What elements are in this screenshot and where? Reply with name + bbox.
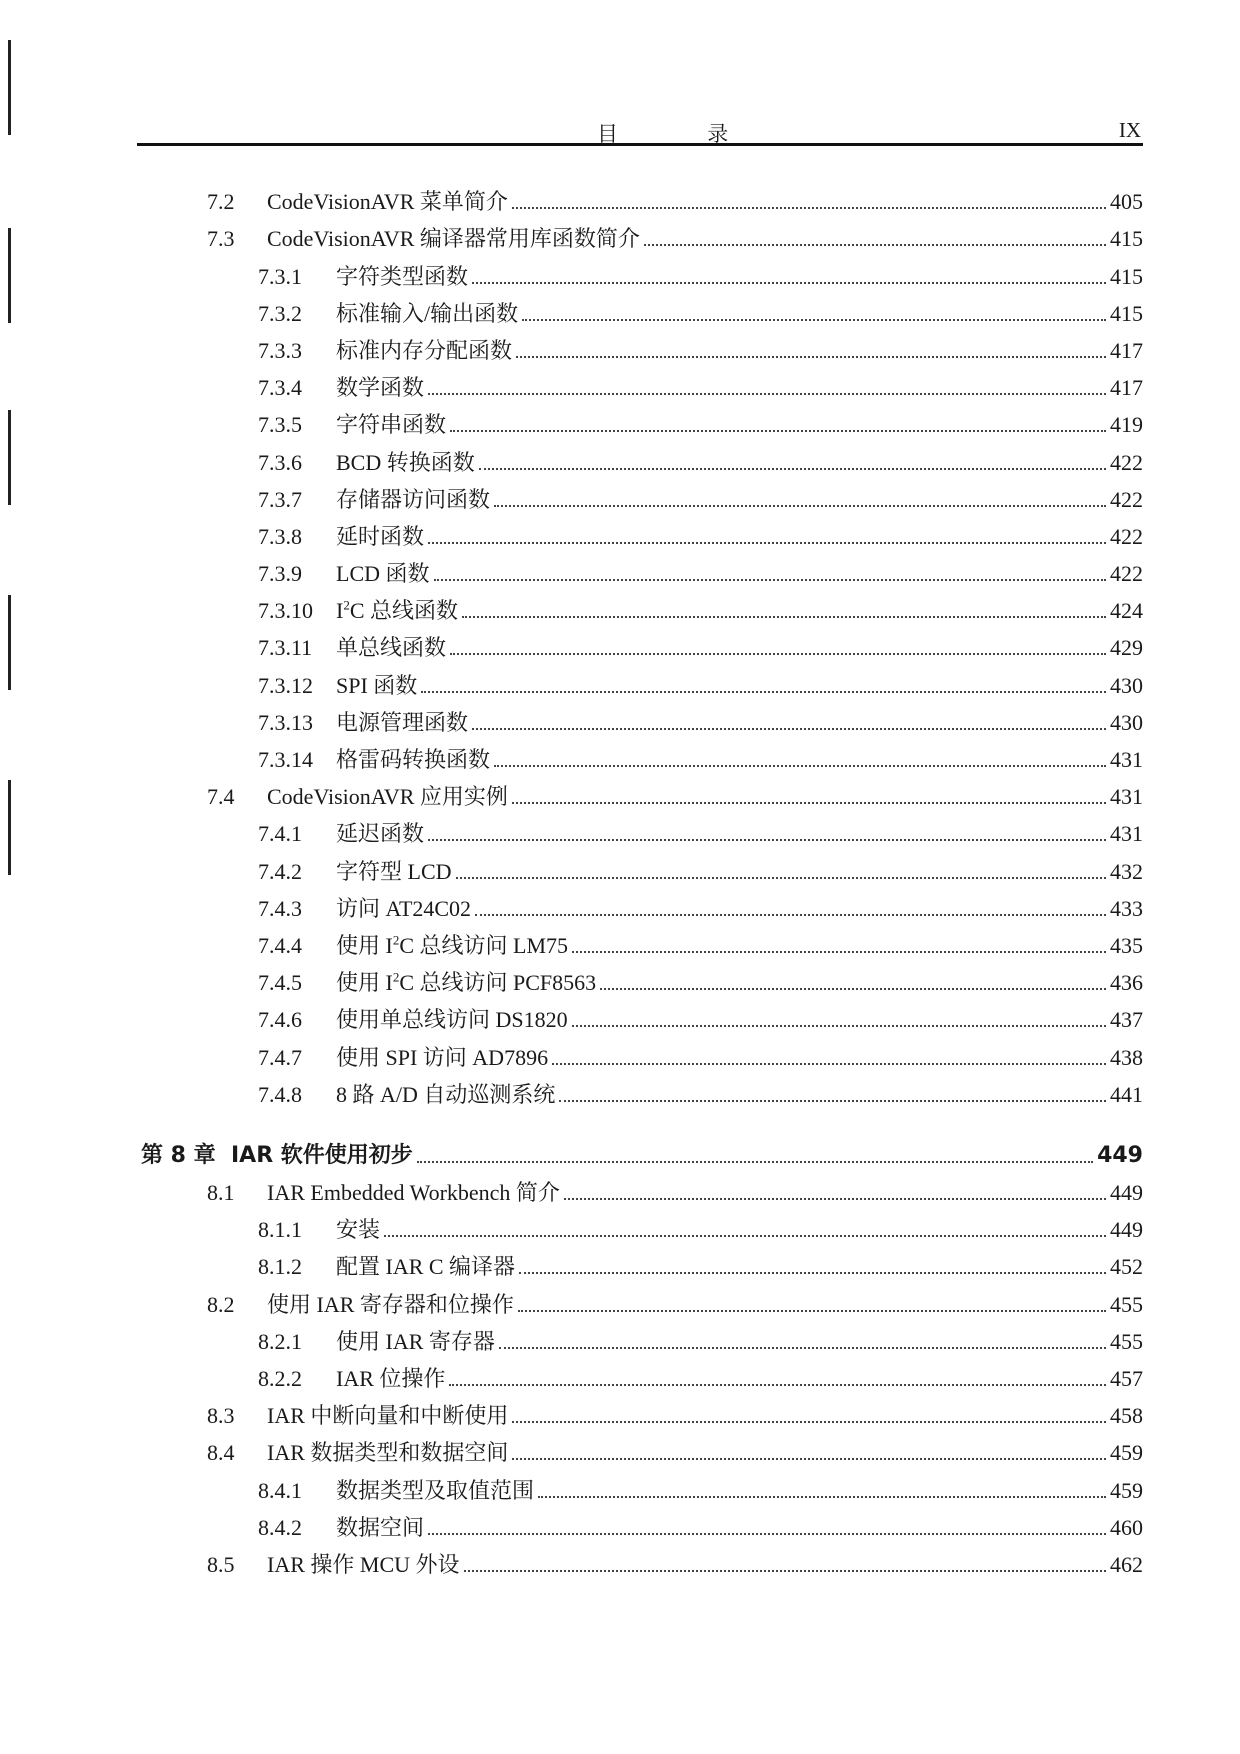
toc-entry-number: 8.5 [207, 1551, 235, 1577]
toc-entry-page: 417 [1110, 375, 1143, 401]
toc-entry-number: 7.3.6 [258, 449, 302, 475]
toc-entry[interactable] [0, 736, 1240, 773]
dot-leader [417, 1161, 1093, 1163]
toc-entry-page: 422 [1110, 449, 1143, 475]
dot-leader [499, 1347, 1106, 1349]
toc-entry[interactable] [0, 1243, 1240, 1280]
toc-entry-page: 415 [1110, 300, 1143, 326]
toc-entry-page: 437 [1110, 1007, 1143, 1033]
toc-entry-title: 格雷码转换函数 [336, 747, 491, 772]
toc-entry-number: 7.3 [207, 226, 235, 252]
toc-entry-page: 405 [1110, 189, 1143, 215]
toc-entry-number: 7.3.14 [258, 747, 313, 772]
toc-entry-page: 431 [1110, 784, 1143, 810]
toc-entry-number: 7.3.4 [258, 375, 302, 401]
toc-entry-title: 使用 IAR 寄存器和位操作 [267, 1291, 514, 1317]
toc-entry[interactable] [0, 587, 1240, 624]
dot-leader [518, 1310, 1106, 1312]
toc-entry[interactable] [0, 1504, 1240, 1541]
toc-entry[interactable] [0, 1466, 1240, 1503]
toc-entry-page: 430 [1110, 709, 1143, 735]
toc-entry-number: 7.3.10 [258, 598, 313, 624]
toc-entry[interactable] [0, 1206, 1240, 1243]
dot-leader [572, 951, 1106, 953]
table-of-contents [0, 178, 1240, 1578]
toc-entry-page: 430 [1110, 672, 1143, 698]
toc-entry-number: 第 8 章 [141, 1142, 216, 1168]
toc-entry-page: 429 [1110, 635, 1143, 661]
toc-entry-title: 安装 [336, 1217, 381, 1243]
toc-entry-page: 457 [1110, 1366, 1143, 1391]
toc-entry-title: 使用 SPI 访问 AD7896 [336, 1044, 549, 1070]
toc-entry[interactable] [0, 1318, 1240, 1355]
toc-entry-title [336, 970, 596, 996]
dot-leader [512, 1458, 1106, 1460]
toc-entry-number: 7.2 [207, 189, 235, 215]
dot-leader [519, 1272, 1106, 1274]
toc-entry-title-part: I [336, 598, 344, 624]
toc-entry[interactable] [0, 550, 1240, 587]
toc-entry[interactable] [0, 252, 1240, 289]
dot-leader [428, 393, 1106, 395]
toc-entry-title: IAR 软件使用初步 [231, 1142, 413, 1168]
toc-entry-page: 449 [1097, 1142, 1143, 1168]
dot-leader [434, 579, 1106, 581]
toc-entry-title: 字符型 LCD [336, 858, 452, 884]
toc-entry-number: 7.4.6 [258, 1007, 302, 1033]
header-rule [137, 143, 1143, 146]
toc-entry-page: 449 [1110, 1217, 1143, 1243]
toc-entry-number: 7.3.9 [258, 561, 302, 587]
toc-entry[interactable] [0, 401, 1240, 438]
toc-entry-number: 7.4.8 [258, 1081, 302, 1107]
toc-entry-title: 数学函数 [336, 375, 425, 401]
toc-entry-page: 455 [1110, 1291, 1143, 1317]
toc-entry[interactable] [0, 1132, 1240, 1169]
toc-entry-page: 459 [1110, 1477, 1143, 1503]
toc-entry-title: IAR 中断向量和中断使用 [267, 1403, 509, 1429]
toc-entry[interactable] [0, 1071, 1240, 1108]
toc-entry-page: 417 [1110, 337, 1143, 363]
toc-entry[interactable] [0, 773, 1240, 810]
toc-entry[interactable] [0, 1280, 1240, 1317]
scan-edge-mark [8, 40, 11, 135]
toc-entry-title: 单总线函数 [336, 635, 447, 661]
dot-leader [475, 914, 1106, 916]
toc-entry-page: 438 [1110, 1044, 1143, 1070]
toc-entry-number: 7.3.12 [258, 672, 313, 698]
dot-leader [462, 616, 1106, 618]
toc-entry[interactable] [0, 661, 1240, 698]
dot-leader [512, 207, 1106, 209]
toc-entry[interactable] [0, 290, 1240, 327]
toc-entry-number: 7.4 [207, 784, 235, 810]
toc-entry-number: 7.3.1 [258, 263, 302, 289]
toc-entry[interactable] [0, 959, 1240, 996]
toc-entry-page: 460 [1110, 1514, 1143, 1540]
toc-entry-number: 7.4.3 [258, 895, 302, 921]
toc-entry-number: 8.4.2 [258, 1514, 302, 1540]
toc-entry-number: 7.4.5 [258, 970, 302, 996]
toc-entry-page: 462 [1110, 1551, 1143, 1577]
toc-entry-title: IAR 数据类型和数据空间 [267, 1440, 509, 1466]
toc-entry-page: 422 [1110, 561, 1143, 587]
toc-entry-number: 7.3.13 [258, 709, 313, 735]
toc-entry-title-part: C 总线函数 [349, 598, 459, 624]
toc-entry-title: SPI 函数 [336, 672, 418, 698]
dot-leader [564, 1198, 1106, 1200]
toc-entry-page: 422 [1110, 523, 1143, 549]
header-page-number: IX [1118, 118, 1141, 142]
toc-entry-number: 8.3 [207, 1403, 235, 1429]
toc-entry-page: 435 [1110, 932, 1143, 958]
toc-entry-title: 使用 IAR 寄存器 [336, 1328, 495, 1354]
dot-leader [572, 1025, 1106, 1027]
toc-entry-number: 7.3.5 [258, 412, 302, 438]
toc-entry-title: 电源管理函数 [336, 709, 469, 735]
toc-entry-number: 8.2.1 [258, 1328, 302, 1354]
dot-leader [538, 1496, 1106, 1498]
dot-leader [512, 1421, 1106, 1423]
toc-entry-title: IAR Embedded Workbench 简介 [267, 1180, 560, 1206]
toc-entry[interactable] [0, 364, 1240, 401]
toc-entry-title-part: C 总线访问 LM75 [399, 932, 569, 958]
toc-entry-title: IAR 位操作 [336, 1366, 446, 1391]
toc-entry-title-part: C 总线访问 PCF8563 [399, 970, 597, 996]
toc-entry-page: 424 [1110, 598, 1143, 624]
toc-entry-number: 7.4.2 [258, 858, 302, 884]
toc-entry-title: 延迟函数 [336, 821, 425, 847]
toc-entry[interactable] [0, 1033, 1240, 1070]
toc-entry[interactable] [0, 178, 1240, 215]
toc-entry[interactable] [0, 215, 1240, 252]
toc-entry-page: 455 [1110, 1328, 1143, 1354]
toc-entry[interactable] [0, 810, 1240, 847]
toc-entry[interactable] [0, 327, 1240, 364]
dot-leader [428, 839, 1106, 841]
toc-entry-number: 7.4.7 [258, 1044, 302, 1070]
toc-entry-number: 8.4 [207, 1440, 235, 1466]
dot-leader [464, 1570, 1106, 1572]
toc-entry-title: CodeVisionAVR 应用实例 [267, 784, 508, 810]
dot-leader [456, 877, 1106, 879]
toc-entry-title-superscript: 2 [392, 969, 400, 985]
toc-entry-page: 441 [1110, 1081, 1143, 1107]
toc-entry-page: 415 [1110, 226, 1143, 252]
dot-leader [559, 1100, 1106, 1102]
toc-entry-title: 标准内存分配函数 [336, 337, 513, 363]
toc-entry[interactable] [0, 885, 1240, 922]
toc-entry-page: 422 [1110, 486, 1143, 512]
dot-leader [428, 1533, 1106, 1535]
dot-leader [552, 1063, 1106, 1065]
dot-leader [494, 765, 1106, 767]
toc-entry-number: 7.3.7 [258, 486, 302, 512]
toc-entry[interactable] [0, 1355, 1240, 1392]
toc-entry-page: 458 [1110, 1403, 1143, 1429]
dot-leader [450, 430, 1106, 432]
toc-entry-page: 419 [1110, 412, 1143, 438]
toc-entry-number: 8.4.1 [258, 1477, 302, 1503]
toc-entry[interactable] [0, 438, 1240, 475]
toc-entry-title: 存储器访问函数 [336, 486, 491, 512]
dot-leader [512, 802, 1106, 804]
toc-entry[interactable] [0, 922, 1240, 959]
toc-entry-number: 7.4.4 [258, 932, 302, 958]
toc-entry-number: 7.3.2 [258, 300, 302, 326]
toc-entry-number: 8.1.2 [258, 1254, 302, 1280]
dot-leader [450, 653, 1106, 655]
page-header [137, 110, 1143, 146]
toc-entry-page: 432 [1110, 858, 1143, 884]
toc-entry-title: CodeVisionAVR 编译器常用库函数简介 [267, 226, 640, 252]
toc-entry-title: 数据类型及取值范围 [336, 1477, 535, 1503]
toc-entry-title: 8 路 A/D 自动巡测系统 [336, 1081, 556, 1107]
toc-entry[interactable] [0, 1541, 1240, 1578]
dot-leader [644, 244, 1106, 246]
toc-entry-number: 7.3.11 [258, 635, 313, 661]
toc-entry-title: BCD 转换函数 [336, 449, 475, 475]
toc-entry-title-part: 使用 I [336, 970, 393, 996]
toc-entry-number: 7.4.1 [258, 821, 302, 847]
toc-entry-page: 431 [1110, 821, 1143, 847]
toc-entry-title: CodeVisionAVR 菜单简介 [267, 189, 508, 215]
dot-leader [384, 1235, 1106, 1237]
toc-entry-number: 8.2 [207, 1291, 235, 1317]
toc-entry[interactable] [0, 476, 1240, 513]
toc-entry-title [336, 598, 458, 624]
toc-entry[interactable] [0, 699, 1240, 736]
toc-entry-title: 字符类型函数 [336, 263, 469, 289]
toc-entry-title: LCD 函数 [336, 561, 430, 587]
toc-entry-page: 431 [1110, 747, 1143, 772]
toc-entry-page: 459 [1110, 1440, 1143, 1466]
toc-entry[interactable] [0, 513, 1240, 550]
dot-leader [472, 282, 1106, 284]
toc-entry[interactable] [0, 996, 1240, 1033]
dot-leader [472, 728, 1106, 730]
dot-leader [449, 1384, 1106, 1386]
toc-entry[interactable] [0, 624, 1240, 661]
toc-entry-title: 访问 AT24C02 [336, 895, 472, 921]
toc-entry-number: 8.1.1 [258, 1217, 302, 1243]
dot-leader [600, 988, 1106, 990]
toc-entry[interactable] [0, 1169, 1240, 1206]
toc-entry-title-part: 使用 I [336, 932, 393, 958]
toc-entry-title: 标准输入/输出函数 [336, 300, 519, 326]
toc-entry-page: 436 [1110, 970, 1143, 996]
toc-entry[interactable] [0, 1429, 1240, 1466]
toc-entry-title [336, 933, 568, 959]
toc-entry-page: 452 [1110, 1254, 1143, 1280]
toc-entry-title-superscript: 2 [343, 597, 350, 613]
toc-entry-number: 8.2.2 [258, 1366, 302, 1391]
toc-entry-title: 配置 IAR C 编译器 [336, 1254, 516, 1280]
toc-entry[interactable] [0, 1392, 1240, 1429]
dot-leader [479, 468, 1106, 470]
toc-entry-number: 7.3.8 [258, 523, 302, 549]
toc-entry-number: 8.1 [207, 1180, 235, 1206]
toc-entry[interactable] [0, 847, 1240, 884]
dot-leader [428, 542, 1106, 544]
toc-entry-title: 使用单总线访问 DS1820 [336, 1007, 568, 1033]
toc-entry-title: 延时函数 [336, 523, 425, 549]
dot-leader [522, 319, 1106, 321]
toc-entry-title-superscript: 2 [392, 932, 400, 948]
toc-entry-number: 7.3.3 [258, 337, 302, 363]
dot-leader [516, 356, 1106, 358]
toc-entry-title: IAR 操作 MCU 外设 [267, 1551, 460, 1577]
toc-entry-page: 433 [1110, 895, 1143, 921]
toc-entry-page: 415 [1110, 263, 1143, 289]
dot-leader [421, 691, 1106, 693]
dot-leader [494, 505, 1106, 507]
toc-entry-title: 字符串函数 [336, 412, 447, 438]
toc-entry-page: 449 [1110, 1180, 1143, 1206]
header-title: 目 录 [597, 122, 771, 146]
toc-entry-title: 数据空间 [336, 1514, 425, 1540]
